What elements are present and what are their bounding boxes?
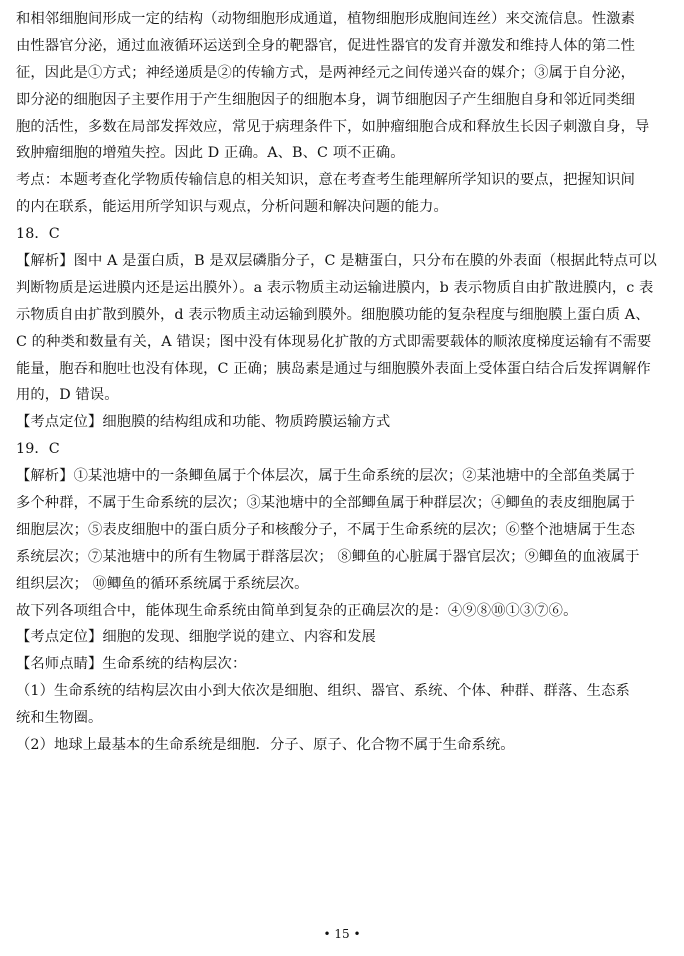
text-line: 故下列各项组合中，能体现生命系统由简单到复杂的正确层次的是：④⑨⑧⑩①③⑦⑥。 <box>16 602 578 619</box>
text-line: 统和生物圈。 <box>16 710 103 727</box>
text-line: 致肿瘤细胞的增殖失控。因此 D 正确。A、B、C 项不正确。 <box>16 145 405 162</box>
document-body <box>16 6 668 759</box>
text-line: （1）生命系统的结构层次由小到大依次是细胞、组织、器官、系统、个体、种群、群落、生态系 <box>16 683 630 700</box>
question-number: 18．C <box>16 226 60 243</box>
text-line: 【解析】①某池塘中的一条鲫鱼属于个体层次，属于生命系统的层次；②某池塘中的全部鱼类属于 <box>16 468 636 485</box>
text-line: （2）地球上最基本的生命系统是细胞．分子、原子、化合物不属于生命系统。 <box>16 737 515 754</box>
text-line: 由性器官分泌，通过血液循环运送到全身的靶器官，促进性器官的发育并激发和维持人体的第二性 <box>16 37 636 54</box>
text-line: 的内在联系，能运用所学知识与观点，分析问题和解决问题的能力。 <box>16 199 448 216</box>
text-line: 多个种群，不属于生命系统的层次；③某池塘中的全部鲫鱼属于种群层次；④鲫鱼的表皮细胞属于 <box>16 495 636 512</box>
text-line: 即分泌的细胞因子主要作用于产生细胞因子的细胞本身，调节细胞因子产生细胞自身和邻近同类细 <box>16 91 636 108</box>
text-line: 胞的活性，多数在局部发挥效应，常见于病理条件下，如肿瘤细胞合成和释放生长因子刺激自身，导 <box>16 118 650 135</box>
page-number: • 15 • <box>323 927 361 941</box>
text-line: 系统层次；⑦某池塘中的所有生物属于群落层次； ⑧鲫鱼的心脏属于器官层次；⑨鲫鱼的血液属于 <box>16 548 640 565</box>
text-line: 细胞层次；⑤表皮细胞中的蛋白质分子和核酸分子，不属于生命系统的层次；⑥整个池塘属于生态 <box>16 521 636 538</box>
question-number: 19．C <box>16 441 60 458</box>
text-line: C 的种类和数量有关，A 错误；图中没有体现易化扩散的方式即需要载体的顺浓度梯度运输有不需要 <box>16 333 652 350</box>
text-line: 【解析】图中 A 是蛋白质，B 是双层磷脂分子，C 是糖蛋白，只分布在膜的外表面（根据此特点可以 <box>16 253 657 270</box>
text-line: 和相邻细胞间形成一定的结构（动物细胞形成通道，植物细胞形成胞间连丝）来交流信息。性激素 <box>16 11 636 27</box>
text-line: 【名师点睛】生命系统的结构层次： <box>16 656 247 673</box>
text-line: 判断物质是运进膜内还是运出膜外）。a 表示物质主动运输进膜内，b 表示物质自由扩散进膜内，c 表 <box>16 279 654 296</box>
text-line: 组织层次； ⑩鲫鱼的循环系统属于系统层次。 <box>16 575 309 592</box>
text-line: 考点：本题考查化学物质传输信息的相关知识，意在考查考生能理解所学知识的要点，把握知识间 <box>16 172 636 189</box>
text-line: 【考点定位】细胞的发现、细胞学说的建立、内容和发展 <box>16 629 376 646</box>
text-line: 用的，D 错误。 <box>16 387 119 404</box>
text-line: 【考点定位】细胞膜的结构组成和功能、物质跨膜运输方式 <box>16 414 391 431</box>
text-line: 示物质自由扩散到膜外，d 表示物质主动运输到膜外。细胞膜功能的复杂程度与细胞膜上蛋白质 A、 <box>16 306 650 323</box>
text-line: 能量，胞吞和胞吐也没有体现，C 正确；胰岛素是通过与细胞膜外表面上受体蛋白结合后发挥调解作 <box>16 360 651 377</box>
text-line: 征，因此是①方式；神经递质是②的传输方式，是两神经元之间传递兴奋的媒介；③属于自分泌， <box>16 64 636 81</box>
